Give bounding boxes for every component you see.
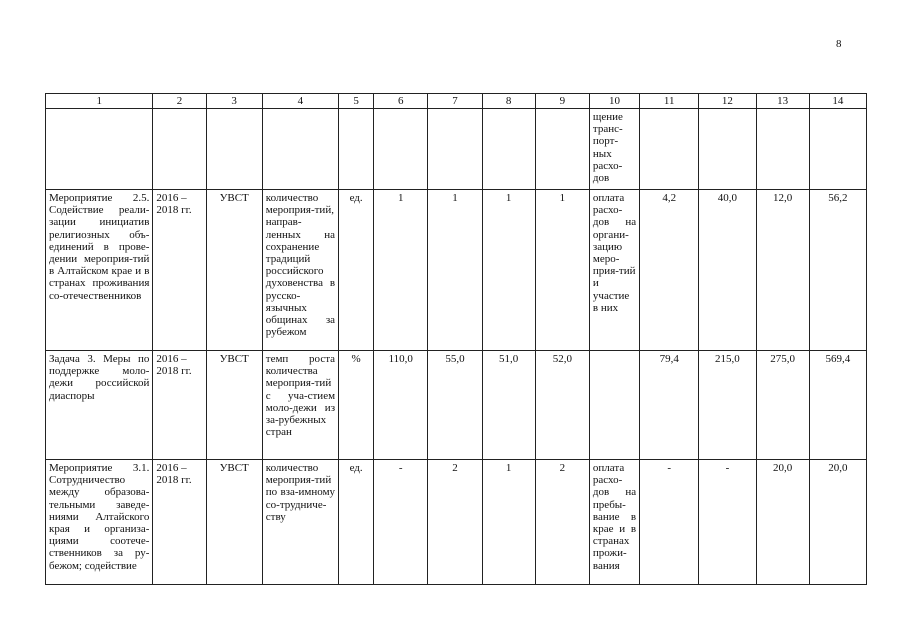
expense-cell: оплата расхо-дов на органи-зацию меро-прия-тий и участие в них [589, 190, 639, 351]
funding-total-cell: 56,2 [809, 190, 866, 351]
value-cell: 1 [535, 190, 589, 351]
funding-cell [640, 109, 699, 190]
indicator-cell: темп роста количества мероприя-тий с уча-стием моло-дежи из за-рубежных стран [262, 351, 338, 460]
funding-total-cell: 20,0 [809, 460, 866, 585]
event-name-cell: Мероприятие 3.1. Сотрудничество между образова-тельными заведе-ниями Алтайского края и организа-циями соотече-ственников за ру-бежом; содействие [46, 460, 153, 585]
event-name-cell: Задача 3. Меры по поддержке моло-дежи российской диаспоры [46, 351, 153, 460]
program-table [45, 93, 867, 585]
value-cell: 1 [482, 190, 535, 351]
value-cell: 51,0 [482, 351, 535, 460]
period-cell [153, 109, 206, 190]
funding-total-cell: 569,4 [809, 351, 866, 460]
funding-cell: 215,0 [699, 351, 756, 460]
value-cell: 52,0 [535, 351, 589, 460]
header-cell: 7 [428, 94, 482, 109]
expense-cell [589, 351, 639, 460]
unit-cell: ед. [339, 190, 374, 351]
value-cell: 2 [428, 460, 482, 585]
funding-cell: 12,0 [756, 190, 809, 351]
indicator-cell: количество мероприя-тий по вза-имному со-трудниче-ству [262, 460, 338, 585]
header-cell: 2 [153, 94, 206, 109]
period-cell: 2016 – 2018 гг. [153, 351, 206, 460]
funding-cell: - [699, 460, 756, 585]
header-cell: 3 [206, 94, 262, 109]
funding-cell: 40,0 [699, 190, 756, 351]
header-cell: 6 [374, 94, 428, 109]
header-cell: 5 [339, 94, 374, 109]
event-name-cell: Мероприятие 2.5. Содействие реали-зации инициатив религиозных объ-единений в прове-дении мероприя-тий в Алтайском крае и в странах проживания со-отечественников [46, 190, 153, 351]
header-cell: 9 [535, 94, 589, 109]
header-cell: 1 [46, 94, 153, 109]
value-cell: - [374, 460, 428, 585]
value-cell: 2 [535, 460, 589, 585]
page-number: 8 [836, 38, 842, 50]
value-cell [374, 109, 428, 190]
funding-cell [756, 109, 809, 190]
expense-cell: оплата расхо-дов на пребы-вание в крае и в странах прожи-вания [589, 460, 639, 585]
unit-cell: ед. [339, 460, 374, 585]
indicator-cell: количество мероприя-тий, направ-ленных на сохранение традиций российского духовенства в русско-язычных общинах за рубежом [262, 190, 338, 351]
header-cell: 14 [809, 94, 866, 109]
value-cell: 1 [374, 190, 428, 351]
header-cell: 4 [262, 94, 338, 109]
executor-cell: УВСТ [206, 351, 262, 460]
header-cell: 11 [640, 94, 699, 109]
funding-cell: - [640, 460, 699, 585]
header-cell: 13 [756, 94, 809, 109]
executor-cell [206, 109, 262, 190]
table-row [46, 351, 867, 460]
value-cell [535, 109, 589, 190]
event-name-cell [46, 109, 153, 190]
period-cell: 2016 – 2018 гг. [153, 460, 206, 585]
expense-cell: щение транс- порт- ных расхо- дов [589, 109, 639, 190]
funding-total-cell [809, 109, 866, 190]
value-cell: 1 [482, 460, 535, 585]
value-cell: 110,0 [374, 351, 428, 460]
funding-cell: 4,2 [640, 190, 699, 351]
executor-cell: УВСТ [206, 190, 262, 351]
header-cell: 8 [482, 94, 535, 109]
indicator-cell [262, 109, 338, 190]
funding-cell: 275,0 [756, 351, 809, 460]
table-row [46, 190, 867, 351]
table-row [46, 109, 867, 190]
funding-cell: 79,4 [640, 351, 699, 460]
table-row [46, 460, 867, 585]
header-cell: 10 [589, 94, 639, 109]
value-cell [482, 109, 535, 190]
value-cell: 55,0 [428, 351, 482, 460]
unit-cell: % [339, 351, 374, 460]
header-cell: 12 [699, 94, 756, 109]
period-cell: 2016 – 2018 гг. [153, 190, 206, 351]
value-cell [428, 109, 482, 190]
funding-cell [699, 109, 756, 190]
unit-cell [339, 109, 374, 190]
header-row [46, 94, 867, 109]
funding-cell: 20,0 [756, 460, 809, 585]
value-cell: 1 [428, 190, 482, 351]
executor-cell: УВСТ [206, 460, 262, 585]
